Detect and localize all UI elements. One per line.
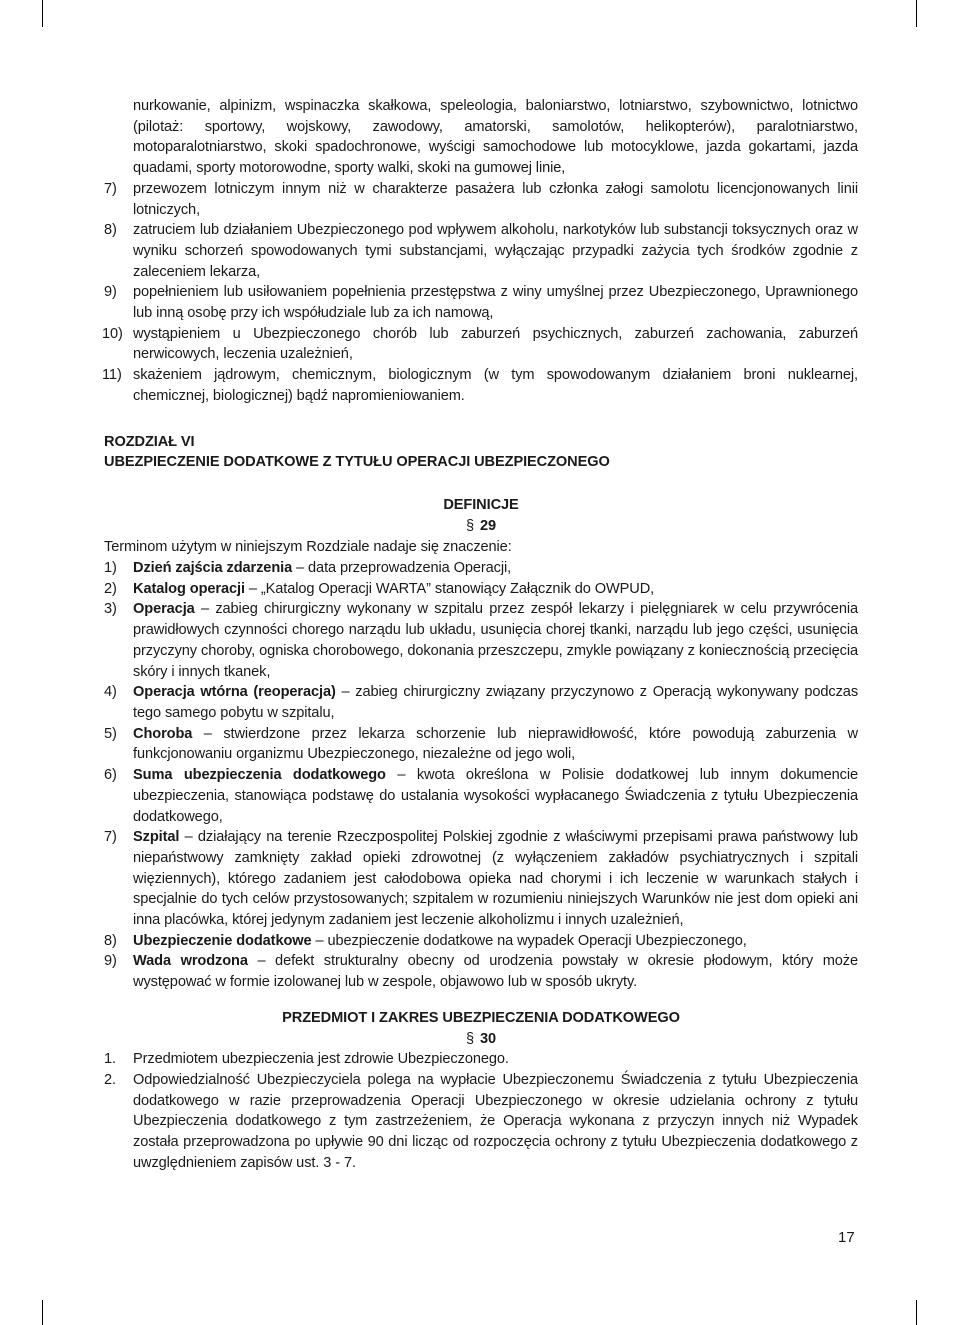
definition-term: Katalog operacji xyxy=(133,580,245,597)
subject-item-1 xyxy=(104,1049,858,1070)
exclusion-item-7 xyxy=(104,179,858,220)
definition-item-6 xyxy=(104,765,858,827)
definition-term: Dzień zajścia zdarzenia xyxy=(133,560,293,577)
definition-text: – zabieg chirurgiczny związany przyczynowo z Operacją wykonywany podczas tego samego pobytu w szpitalu, xyxy=(133,684,859,721)
exclusion-item-10 xyxy=(104,324,858,365)
subject-heading: PRZEDMIOT I ZAKRES UBEZPIECZENIA DODATKOWEGO xyxy=(282,1009,680,1026)
exclusion-item-11 xyxy=(104,365,858,406)
definition-item-1 xyxy=(104,558,858,579)
crop-mark-bottom-left xyxy=(42,1300,43,1325)
crop-mark-top-right xyxy=(916,0,917,27)
definition-text: – „Katalog Operacji WARTA” stanowiący Załącznik do OWPUD, xyxy=(244,580,655,597)
definition-term: Operacja xyxy=(133,601,195,618)
item-number: 6) xyxy=(104,767,117,784)
paragraph-30 xyxy=(104,1029,858,1050)
item-number: 5) xyxy=(104,725,117,742)
crop-mark-top-left xyxy=(42,0,43,27)
item-number: 1. xyxy=(104,1051,116,1068)
item-text: Przedmiotem ubezpieczenia jest zdrowie Ubezpieczonego. xyxy=(133,1051,509,1068)
exclusion-continuation: nurkowanie, alpinizm, wspinaczka skałkowa, speleologia, baloniarstwo, lotniarstwo, szybownictwo, lotnictwo (pilotaż: sportowy, wojskowy, zawodowy, amatorski, samolotów, helikopterów), paralotniarstwo, motoparalotniarstwo, skoki spadochronowe, wyścigi samochodowe lub motocyklowe, jazda gokartami, jazda quadami, sporty motorowodne, sporty walki, skoki na gumowej linie, xyxy=(133,98,858,177)
item-number: 1) xyxy=(104,560,117,577)
document-body xyxy=(104,96,858,1173)
chapter-title: UBEZPIECZENIE DODATKOWE Z TYTUŁU OPERACJI UBEZPIECZONEGO xyxy=(104,454,610,471)
definition-term: Choroba xyxy=(133,725,193,742)
definition-term: Szpital xyxy=(133,829,180,846)
definition-term: Ubezpieczenie dodatkowe xyxy=(133,932,312,949)
definition-text: – ubezpieczenie dodatkowe na wypadek Operacji Ubezpieczonego, xyxy=(311,932,747,949)
definition-term: Suma ubezpieczenia dodatkowego xyxy=(133,767,386,784)
definition-item-7 xyxy=(104,827,858,931)
definition-item-4 xyxy=(104,682,858,723)
item-text: zatruciem lub działaniem Ubezpieczonego pod wpływem alkoholu, narkotyków lub substancji toksycznych oraz w wyniku schorzeń spowodowanych tymi substancjami, wyłączając przypadki zażycia tych środków zgodnie z zaleceniem lekarza, xyxy=(133,222,858,280)
item-number: 9) xyxy=(104,284,117,301)
definition-item-8 xyxy=(104,931,858,952)
item-text: skażeniem jądrowym, chemicznym, biologicznym (w tym spowodowanym działaniem broni nuklearnej, chemicznej, biologicznej) bądź napromieniowaniem. xyxy=(133,367,858,404)
exclusion-item-8 xyxy=(104,220,858,282)
definition-text: – zabieg chirurgiczny wykonany w szpitalu przez zespół lekarzy i pielęgniarek w celu przywrócenia prawidłowych czynności chorego narządu lub układu, usunięcia chorej tkanki, narządu lub jego części, usunięcia przyczyny choroby, ogniska chorobowego, dokonania przeszczepu, zmykle powiązany z koniecznością przecięcia skóry i innych tkanek, xyxy=(133,601,858,680)
item-number: 8) xyxy=(104,932,117,949)
definition-text: – data przeprowadzenia Operacji, xyxy=(292,560,512,577)
item-number: 2) xyxy=(104,580,117,597)
subject-item-2 xyxy=(104,1070,858,1174)
paragraph-number: 29 xyxy=(479,517,497,534)
definitions-intro: Terminom użytym w niniejszym Rozdziale nadaje się znaczenie: xyxy=(104,539,512,556)
definition-text: – kwota określona w Polisie dodatkowej lub innym dokumencie ubezpieczenia, stanowiąca podstawę do ustalania wysokości wypłacanego Świadczenia z tytułu Ubezpieczenia dodatkowego, xyxy=(133,767,858,825)
definition-text: – defekt strukturalny obecny od urodzenia powstały w okresie płodowym, który może występować w formie izolowanej lub w zespole, objawowo lub w sposób ukryty. xyxy=(133,953,858,991)
item-number: 11) xyxy=(102,367,122,384)
definition-item-9 xyxy=(104,951,858,992)
page-number: 17 xyxy=(838,1229,855,1246)
item-text: wystąpieniem u Ubezpieczonego chorób lub zaburzeń psychicznych, zaburzeń zachowania, zaburzeń nerwicowych, leczenia uzależnień, xyxy=(133,325,858,363)
crop-mark-bottom-right xyxy=(916,1300,917,1325)
item-number: 7) xyxy=(104,829,117,846)
item-number: 3) xyxy=(104,601,117,618)
definition-item-2 xyxy=(104,579,858,600)
paragraph-29 xyxy=(104,516,858,537)
item-number: 8) xyxy=(104,222,117,239)
definition-text: – stwierdzone przez lekarza schorzenie lub nieprawidłowość, które powodują zaburzenia w funkcjonowaniu organizmu Ubezpieczonego, niezależne od jego woli, xyxy=(133,725,858,763)
item-text: przewozem lotniczym innym niż w charakterze pasażera lub członka załogi samolotu licencjonowanych linii lotniczych, xyxy=(133,180,858,218)
definitions-heading: DEFINICJE xyxy=(443,496,519,513)
exclusion-item-9 xyxy=(104,282,858,323)
item-number: 2. xyxy=(104,1071,116,1088)
section-sign: § xyxy=(465,517,474,534)
item-text: Odpowiedzialność Ubezpieczyciela polega na wypłacie Ubezpieczonemu Świadczenia z tytułu Ubezpieczenia dodatkowego w razie przeprowadzenia Operacji Ubezpieczonego w okresie udzielania ochrony z tytułu Ubezpieczenia dodatkowego z tym zastrzeżeniem, że Operacja wykonana z przyczyn innych niż Wypadek została przeprowadzona po upływie 90 dni licząc od rozpoczęcia ochrony z tytułu Ubezpieczenia dodatkowego z uwzględnieniem zapisów ust. 3 - 7. xyxy=(133,1071,858,1171)
definition-term: Wada wrodzona xyxy=(133,953,248,970)
definition-text: – działający na terenie Rzeczpospolitej Polskiej zgodnie z właściwymi przepisami prawa państwowy lub niepaństwowy zamknięty zakład opieki zdrowotnej (z wyłączeniem zakładów psychiatrycznych i szpitali więziennych), którego zadaniem jest całodobowa opieka nad chorymi i ich leczenie w warunkach stałych i specjalnie do tych celów przystosowanych; szpitalem w rozumieniu niniejszych Warunków nie jest dom opieki ani inna placówka, której jedynym zadaniem jest leczenie alkoholizmu i innych uzależnień, xyxy=(133,829,858,929)
item-number: 9) xyxy=(104,953,117,970)
section-sign: § xyxy=(465,1030,474,1047)
item-number: 7) xyxy=(104,180,117,197)
definition-term: Operacja wtórna (reoperacja) xyxy=(133,684,336,701)
item-text: popełnieniem lub usiłowaniem popełnienia przestępstwa z winy umyślnej przez Ubezpieczonego, Uprawnionego lub inną osobę przy ich współudziale lub za ich namową, xyxy=(133,284,858,322)
chapter-label: ROZDZIAŁ VI xyxy=(104,433,195,450)
item-number: 4) xyxy=(104,684,117,701)
definition-item-3 xyxy=(104,599,858,682)
paragraph-number: 30 xyxy=(479,1030,497,1047)
definition-item-5 xyxy=(104,724,858,765)
item-number: 10) xyxy=(102,325,123,342)
